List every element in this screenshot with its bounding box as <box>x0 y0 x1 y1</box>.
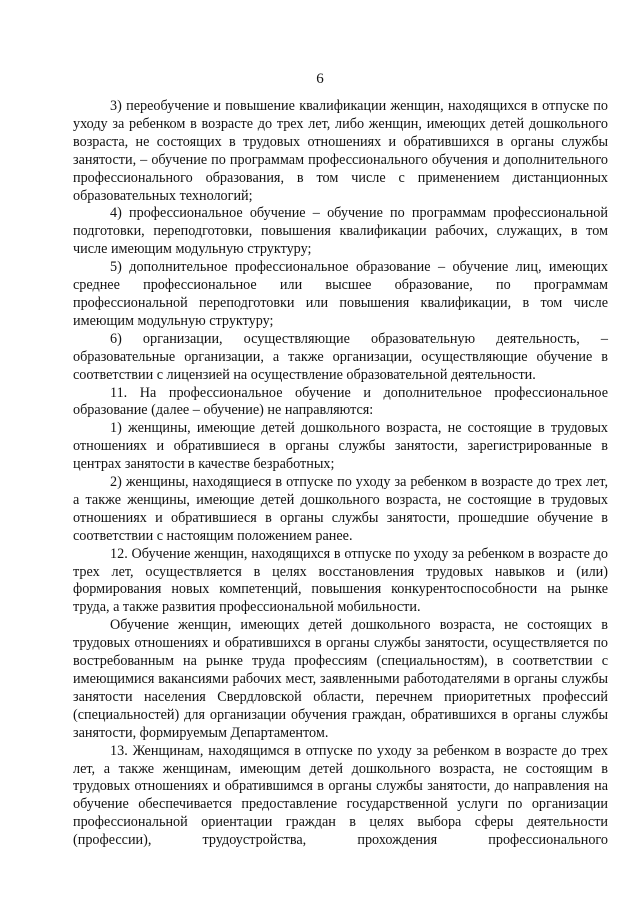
paragraph-clause-11-item-2: 2) женщины, находящиеся в отпуске по уходу за ребенком в возрасте до трех лет, а также женщины, имеющие детей дошкольного возраста, не состоящие в трудовых отношениях и обратившиеся в органы службы занятости, прошедшие обучение в соответствии с настоящим положением ранее. <box>73 474 608 544</box>
paragraph-clause-12: 12. Обучение женщин, находящихся в отпуске по уходу за ребенком в возрасте до трех лет, осуществляется в целях восстановления трудовых навыков и (или) формирования новых компетенций, повышения конкурентоспособности на рынке труда, а также развития профессиональной мобильности. <box>73 545 608 616</box>
page-number: 6 <box>316 71 324 87</box>
paragraph-clause-11-item-1: 1) женщины, имеющие детей дошкольного возраста, не состоящие в трудовых отношениях и обратившиеся в органы службы занятости, зарегистрированные в центрах занятости в качестве безработных; <box>73 420 608 473</box>
paragraph-clause-13: 13. Женщинам, находящимся в отпуске по уходу за ребенком в возрасте до трех лет, а также женщинам, имеющим детей дошкольного возраста, не состоящим в трудовых отношениях и обратившимся в органы службы занятости, до направления на обучение обеспечивается предоставление государственной услуги по организации профессиональной ориентации граждан в целях выбора сферы деятельности (профессии), трудоустройства, прохождения профессионального <box>73 742 608 849</box>
document-body <box>73 98 608 850</box>
paragraph-item-6: 6) организации, осуществляющие образовательную деятельность, – образовательные организации, а также организации, осуществляющие обучение в соответствии с лицензией на осуществление образовательной деятельности. <box>73 330 608 383</box>
paragraph-item-5: 5) дополнительное профессиональное образование – обучение лиц, имеющих среднее профессиональное или высшее образование, по программам профессиональной переподготовки или повышения квалификации, в том числе имеющим модульную структуру; <box>73 259 608 329</box>
paragraph-clause-11: 11. На профессиональное обучение и дополнительное профессиональное образование (далее – обучение) не направляются: <box>73 384 608 419</box>
paragraph-clause-12-continued: Обучение женщин, имеющих детей дошкольного возраста, не состоящих в трудовых отношениях и обратившихся в органы службы занятости, осуществляется по востребованным на рынке труда профессиям (специальностям), в соответствии с имеющимися вакансиями рабочих мест, заявленными работодателями в органы службы занятости населения Свердловской области, перечнем приоритетных профессий (специальностей) для организации обучения граждан, обратившихся в органы службы занятости, формируемым Департаментом. <box>73 617 608 741</box>
paragraph-item-4: 4) профессиональное обучение – обучение по программам профессиональной подготовки, переподготовки, повышения квалификации рабочих, служащих, в том числе имеющим модульную структуру; <box>73 205 608 258</box>
paragraph-item-3: 3) переобучение и повышение квалификации женщин, находящихся в отпуске по уходу за ребенком в возрасте до трех лет, либо женщин, имеющих детей дошкольного возраста, не состоящих в трудовых отношениях и обратившихся в органы службы занятости, – обучение по программам профессионального обучения и дополнительного профессионального образования, в том числе с применением дистанционных образовательных технологий; <box>73 98 608 204</box>
